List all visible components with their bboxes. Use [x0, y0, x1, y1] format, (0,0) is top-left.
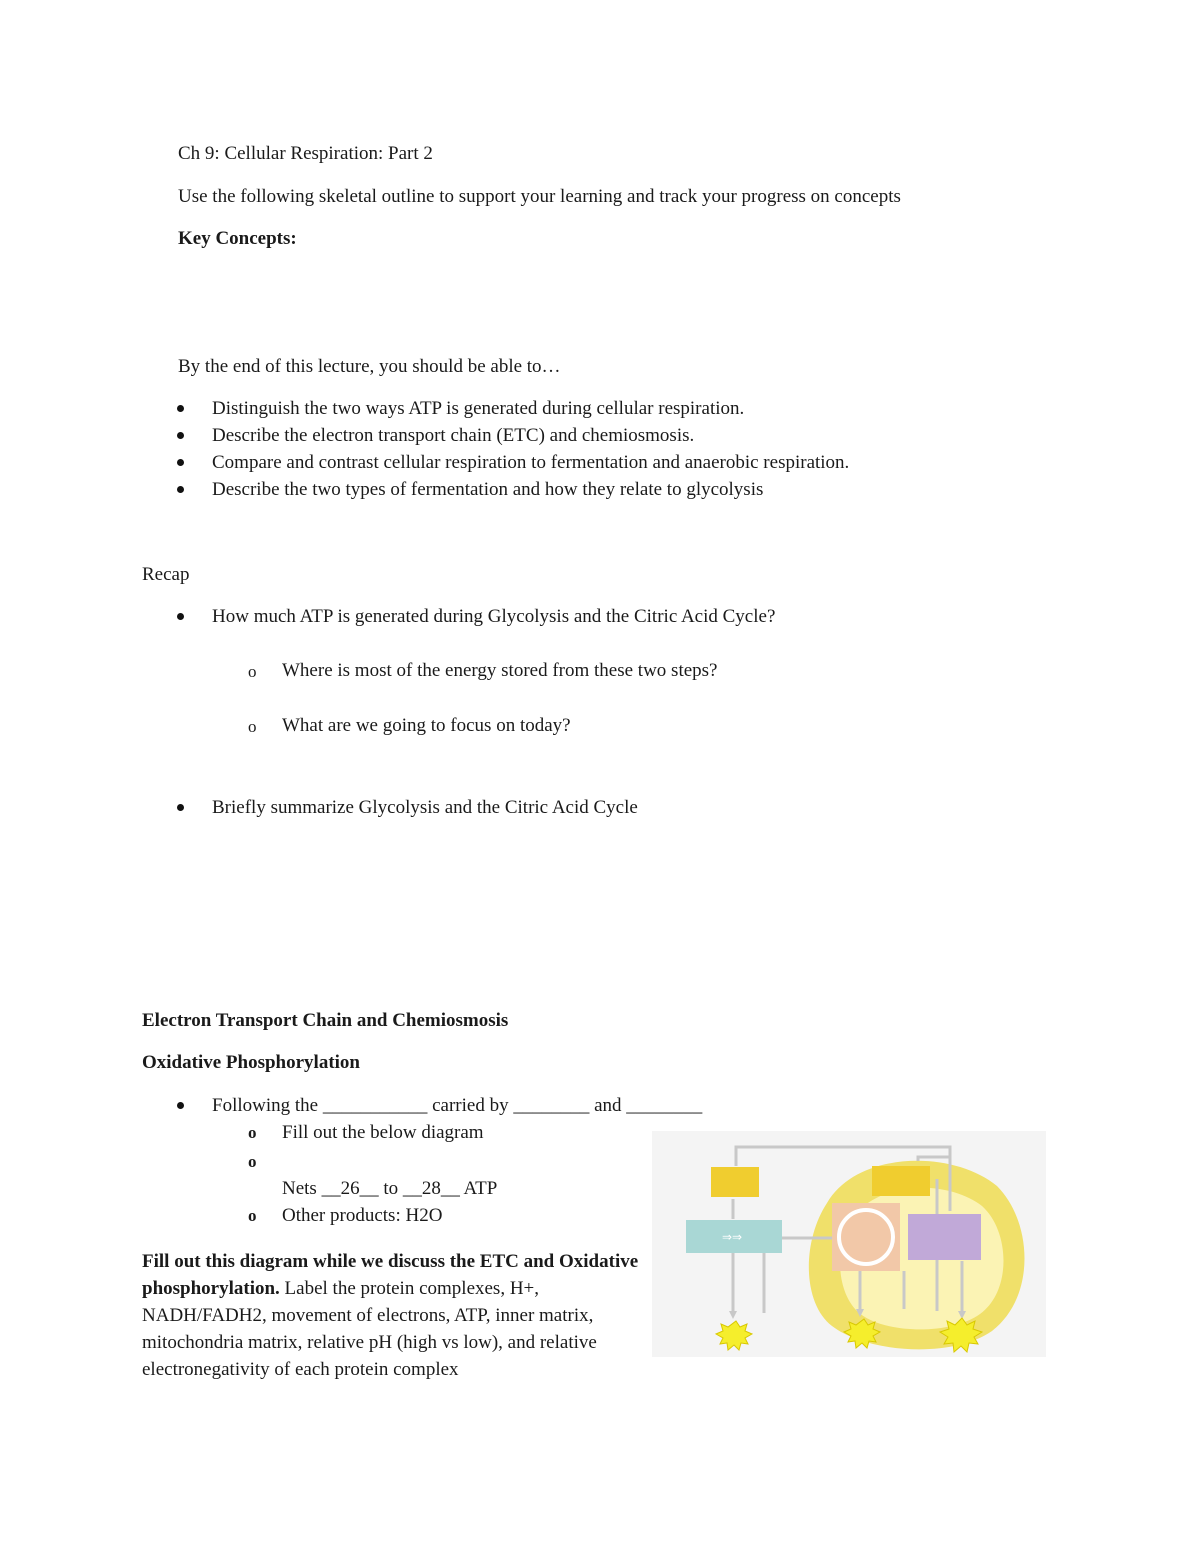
key-concepts-heading: Key Concepts:	[178, 228, 297, 249]
oxphos-heading: Oxidative Phosphorylation	[142, 1052, 360, 1073]
objective-item: Describe the electron transport chain (ETC) and chemiosmosis.	[212, 425, 695, 446]
bullet-icon	[177, 486, 184, 493]
page-title: Ch 9: Cellular Respiration: Part 2	[178, 143, 433, 164]
diagram-instructions-rest: Label the protein complexes, H+, NADH/FADH2, movement of electrons, ATP, inner matrix, mitochondria matrix, relative pH (high vs low), and relative electronegativity of each protein complex	[142, 1278, 597, 1380]
objective-item: Describe the two types of fermentation and how they relate to glycolysis	[212, 479, 764, 500]
recap-subquestion: Where is most of the energy stored from these two steps?	[282, 660, 718, 681]
cellular-respiration-diagram	[652, 1131, 1046, 1357]
objective-item: Compare and contrast cellular respiration to fermentation and anaerobic respiration.	[212, 452, 850, 473]
bullet-icon	[177, 405, 184, 412]
citric-acid-box	[832, 1203, 900, 1271]
bullet-icon	[177, 613, 184, 620]
recap-subquestion: What are we going to focus on today?	[282, 715, 571, 736]
recap-question: Briefly summarize Glycolysis and the Citric Acid Cycle	[212, 797, 638, 818]
gold-box-left	[711, 1167, 759, 1197]
sub-bullet-icon: o	[248, 1206, 257, 1225]
sub-bullet-icon: o	[248, 1123, 257, 1142]
recap-heading: Recap	[142, 564, 190, 585]
etc-sub-item: Nets __26__ to __28__ ATP	[282, 1178, 498, 1199]
arrow-glyph: ⇒⇒	[722, 1230, 743, 1244]
objective-item: Distinguish the two ways ATP is generated during cellular respiration.	[212, 398, 745, 419]
gold-box-right	[872, 1166, 930, 1196]
diagram-instructions-bold: Fill out this diagram while we discuss the ETC and Oxidative phosphorylation.	[142, 1251, 639, 1299]
recap-question: How much ATP is generated during Glycolysis and the Citric Acid Cycle?	[212, 606, 776, 627]
sub-bullet-icon: o	[248, 662, 257, 681]
bullet-icon	[177, 432, 184, 439]
diagram-instructions	[142, 1248, 642, 1383]
sub-bullet-icon: o	[248, 717, 257, 736]
sub-bullet-icon: o	[248, 1152, 257, 1171]
etc-sub-item: Fill out the below diagram	[282, 1122, 484, 1143]
objectives-intro: By the end of this lecture, you should be able to…	[178, 356, 561, 377]
etc-sub-item: Other products: H2O	[282, 1205, 443, 1226]
bullet-icon	[177, 459, 184, 466]
instructions: Use the following skeletal outline to support your learning and track your progress on concepts	[178, 186, 901, 207]
bullet-icon	[177, 804, 184, 811]
following-blank-line: Following the ___________ carried by ________ and ________	[212, 1095, 703, 1116]
etc-heading: Electron Transport Chain and Chemiosmosis	[142, 1010, 509, 1031]
bullet-icon	[177, 1102, 184, 1109]
etc-box	[908, 1214, 981, 1260]
